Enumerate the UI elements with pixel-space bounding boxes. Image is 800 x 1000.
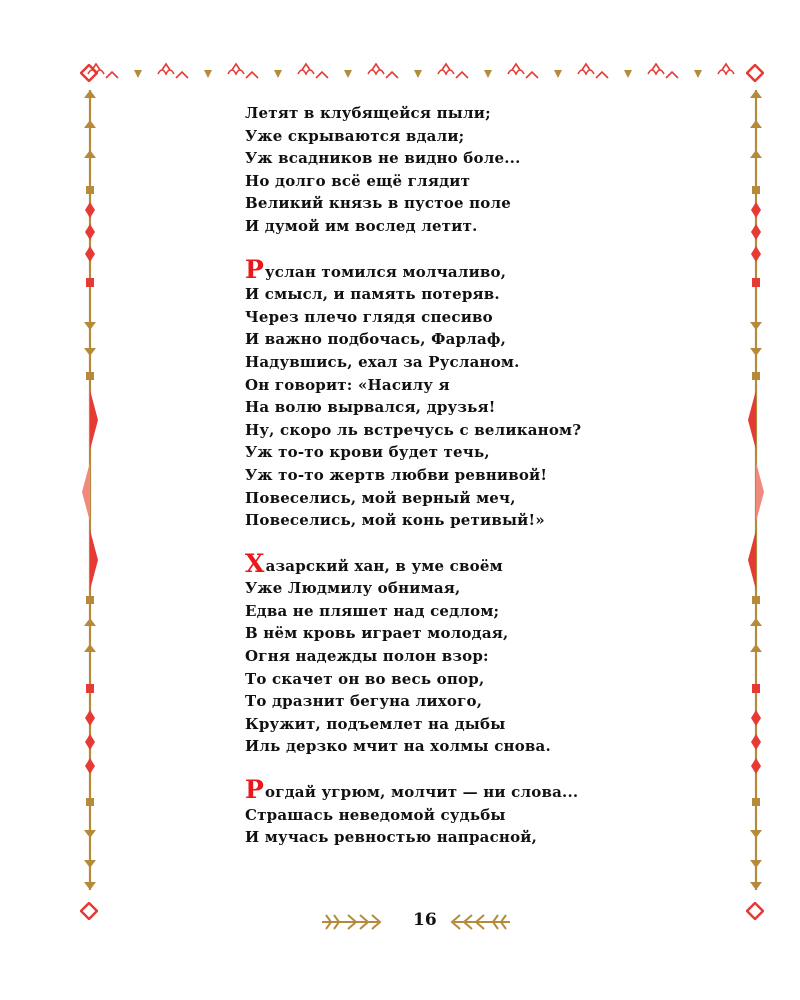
page-number: 16 — [413, 910, 437, 930]
verse-line-rest: услан томился молчаливо, — [265, 262, 507, 281]
verse-line: В нём кровь играет молодая, — [245, 624, 509, 643]
verse-line: И смысл, и память потеряв. — [245, 285, 500, 304]
diamond-ornament-icon — [80, 64, 98, 82]
stanza — [245, 548, 685, 758]
verse-line: Уже скрываются вдали; — [245, 126, 465, 145]
verse-line — [245, 254, 685, 284]
verse-line: Надувшись, ехал за Русланом. — [245, 352, 520, 371]
right-arrow-ornament-icon — [320, 912, 382, 932]
verse-line: Кружит, подъемлет на дыбы — [245, 714, 506, 733]
verse-line-rest: огдай угрюм, молчит — ни слова... — [265, 783, 579, 802]
diamond-ornament-icon — [80, 902, 98, 920]
verse-line: Повеселись, мой верный меч, — [245, 488, 516, 507]
verse-line: Великий князь в пустое поле — [245, 194, 512, 213]
left-ornament-border — [80, 90, 100, 890]
verse-line: Уже Людмилу обнимая, — [245, 579, 461, 598]
right-ornament-border — [746, 90, 766, 890]
verse-line: Страшась неведомой судьбы — [245, 805, 506, 824]
stanza — [245, 254, 685, 532]
page-footer — [300, 906, 530, 936]
diamond-ornament-icon — [746, 902, 764, 920]
verse-line: Едва не пляшет над седлом; — [245, 601, 500, 620]
drop-cap: Р — [245, 254, 264, 284]
poem-text — [245, 102, 685, 871]
verse-line: Иль дерзко мчит на холмы снова. — [245, 737, 551, 756]
left-arrow-ornament-icon — [450, 912, 512, 932]
verse-line: Но долго всё ещё глядит — [245, 171, 471, 190]
verse-line: На волю вырвался, друзья! — [245, 398, 496, 417]
stanza — [245, 102, 685, 238]
verse-line: То скачет он во весь опор, — [245, 669, 485, 688]
verse-line: Повеселись, мой конь ретивый!» — [245, 511, 545, 530]
drop-cap: Р — [245, 775, 264, 805]
verse-line: Огня надежды полон взор: — [245, 647, 489, 666]
top-ornament-border — [78, 60, 758, 86]
verse-line: Летят в клубящейся пыли; — [245, 104, 491, 122]
verse-line: Он говорит: «Насилу я — [245, 375, 450, 394]
verse-line: И мучась ревностью напрасной, — [245, 828, 538, 847]
verse-line: И думой им вослед летит. — [245, 216, 478, 235]
drop-cap: Х — [245, 548, 265, 578]
verse-line: Ну, скоро ль встречусь с великаном? — [245, 420, 582, 439]
verse-line: И важно подбочась, Фарлаф, — [245, 330, 507, 349]
diamond-ornament-icon — [746, 64, 764, 82]
verse-line-rest: азарский хан, в уме своём — [265, 556, 503, 575]
stanza — [245, 775, 685, 849]
verse-line — [245, 775, 685, 805]
verse-line: Уж то-то крови будет течь, — [245, 443, 490, 462]
verse-line: Уж всадников не видно боле... — [245, 149, 521, 168]
verse-line: Через плечо глядя спесиво — [245, 307, 493, 326]
verse-line: То дразнит бегуна лихого, — [245, 692, 483, 711]
verse-line: Уж то-то жертв любви ревнивой! — [245, 465, 548, 484]
verse-line — [245, 548, 685, 578]
